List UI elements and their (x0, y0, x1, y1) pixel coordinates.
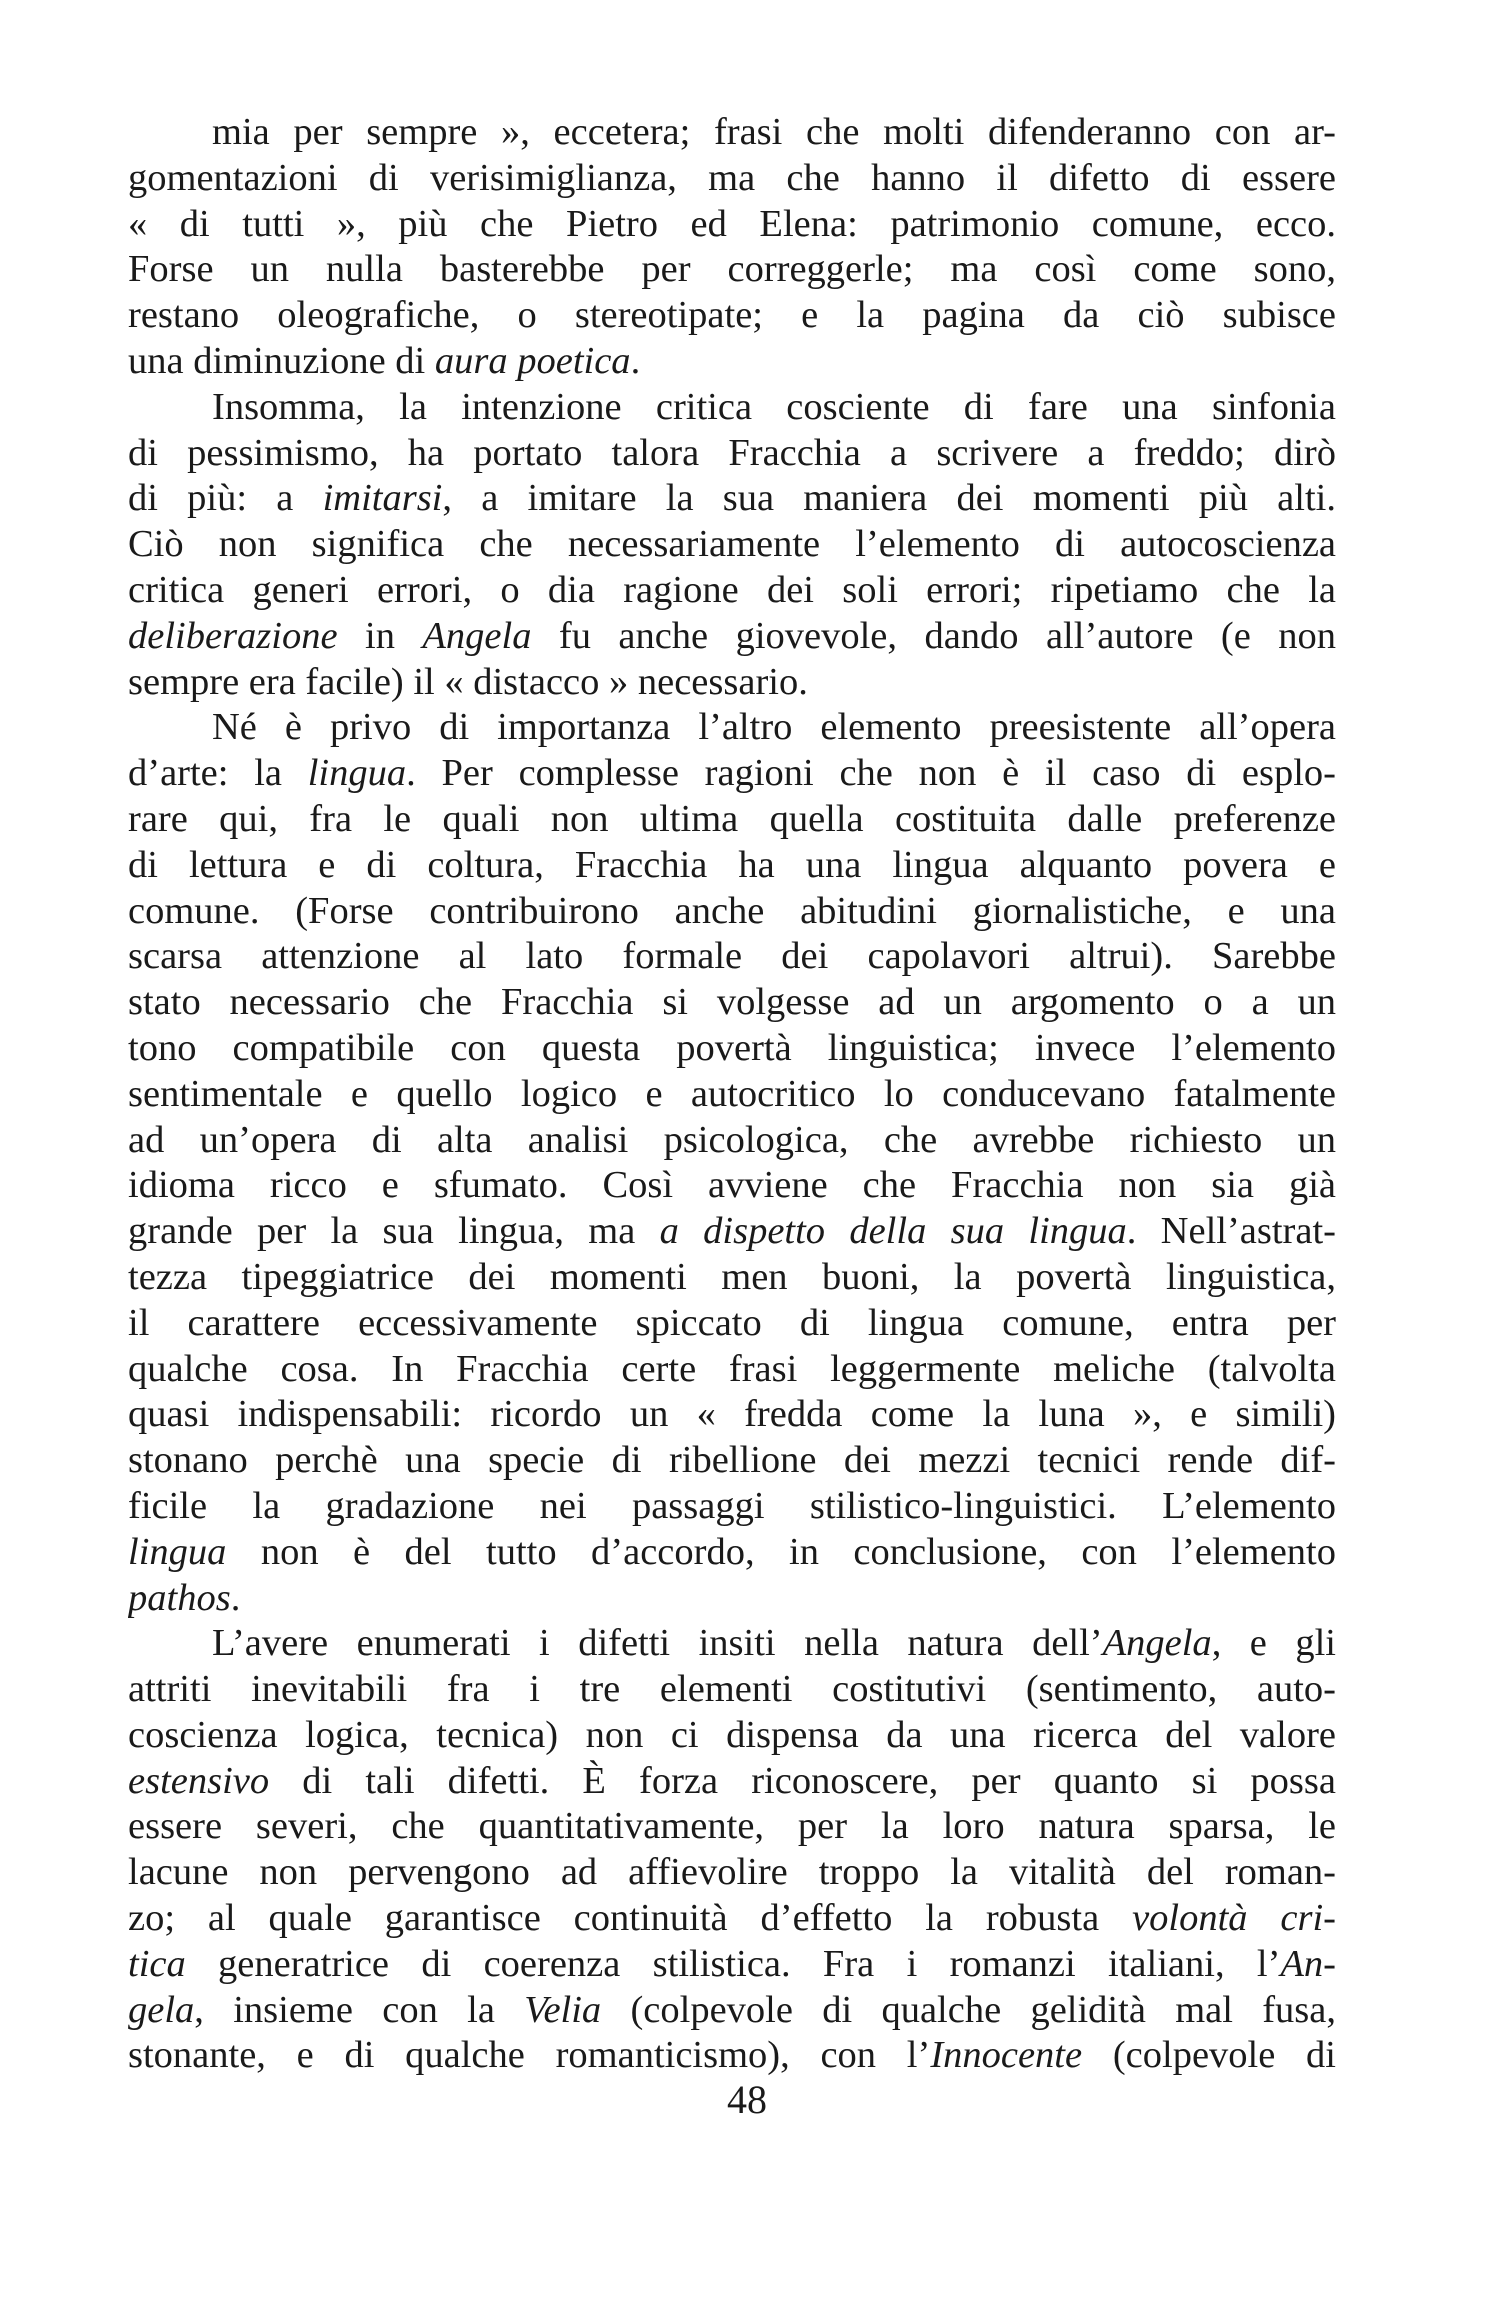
text-line (128, 843, 1336, 889)
text-run: non è del tutto d’accordo, in conclusione, con l’elemento (226, 1530, 1336, 1573)
text-run: . (230, 1576, 241, 1619)
text-line (128, 1392, 1336, 1438)
text-line (128, 293, 1336, 339)
text-run: (colpevole di (1082, 2034, 1336, 2077)
text-line (128, 705, 1336, 751)
text-run: una diminuzione di (128, 339, 435, 382)
paragraph (128, 1621, 1336, 2079)
text-line (128, 476, 1336, 522)
text-line (128, 156, 1336, 202)
italic-text: gela (128, 1988, 195, 2031)
text-line (128, 1072, 1336, 1118)
italic-text: pathos (128, 1576, 231, 1619)
text-line (128, 1484, 1336, 1530)
text-line (128, 934, 1336, 980)
text-run: di tali difetti. È forza riconoscere, per quanto si possa (269, 1759, 1336, 1802)
text-line (128, 1255, 1336, 1301)
text-line (128, 522, 1336, 568)
text-line (128, 1942, 1336, 1988)
text-run: stonano perchè una specie di ribellione dei mezzi tecnici rende dif- (128, 1439, 1336, 1482)
text-run: zo; al quale garantisce continuità d’effetto la robusta (128, 1897, 1133, 1940)
text-line (128, 1301, 1336, 1347)
text-run: Né è privo di importanza l’altro elemento preesistente all’opera (212, 706, 1336, 749)
text-line (128, 568, 1336, 614)
text-line (128, 247, 1336, 293)
paragraph (128, 110, 1336, 385)
text-run: essere severi, che quantitativamente, per la loro natura sparsa, le (128, 1805, 1336, 1848)
text-line (128, 1347, 1336, 1393)
italic-text: An- (1280, 1942, 1336, 1985)
italic-text: lingua (128, 1530, 227, 1573)
text-run: quasi indispensabili: ricordo un « fredda come la luna », e simili) (128, 1393, 1336, 1436)
text-run: , e gli (1211, 1622, 1336, 1665)
text-run: sentimentale e quello logico e autocritico lo conducevano fatalmente (128, 1072, 1336, 1115)
text-line (128, 1163, 1336, 1209)
text-run: d’arte: la (128, 752, 308, 795)
text-line (128, 385, 1336, 431)
text-line (128, 1576, 1336, 1622)
text-run: scarsa attenzione al lato formale dei capolavori altrui). Sarebbe (128, 935, 1336, 978)
italic-text: aura poetica (434, 339, 631, 382)
text-run: ad un’opera di alta analisi psicologica, che avrebbe richiesto un (128, 1118, 1336, 1161)
text-run: stonante, e di qualche romanticismo), con l’ (128, 2034, 931, 2077)
italic-text: volontà cri- (1132, 1897, 1336, 1940)
text-line (128, 1438, 1336, 1484)
text-run: generatrice di coerenza stilistica. Fra i romanzi italiani, l’ (185, 1942, 1281, 1985)
text-run: coscienza logica, tecnica) non ci dispensa da una ricerca del valore (128, 1713, 1336, 1756)
text-line (128, 1896, 1336, 1942)
text-line (128, 1804, 1336, 1850)
text-run: in (337, 614, 423, 657)
text-run: comune. (Forse contribuirono anche abitudini giornalistiche, e una (128, 889, 1336, 932)
text-line (128, 431, 1336, 477)
text-run: il carattere eccessivamente spiccato di lingua comune, entra per (128, 1301, 1336, 1344)
italic-text: Velia (524, 1988, 602, 2031)
text-line (128, 1759, 1336, 1805)
text-run: lacune non pervengono ad affievolire troppo la vitalità del roman- (128, 1851, 1336, 1894)
text-run: ficile la gradazione nei passaggi stilistico-linguistici. L’elemento (128, 1484, 1336, 1527)
text-line (128, 1209, 1336, 1255)
italic-text: Angela (1102, 1622, 1212, 1665)
paragraph (128, 705, 1336, 1621)
text-line (128, 1667, 1336, 1713)
text-run: L’avere enumerati i difetti insiti nella natura dell’ (212, 1622, 1103, 1665)
text-run: , a imitare la sua maniera dei momenti più alti. (442, 477, 1336, 520)
text-run: qualche cosa. In Fracchia certe frasi leggermente meliche (talvolta (128, 1347, 1336, 1390)
text-run: di più: a (128, 477, 323, 520)
text-line (128, 614, 1336, 660)
text-line (128, 1713, 1336, 1759)
text-run: fu anche giovevole, dando all’autore (e non (531, 614, 1336, 657)
text-run: tono compatibile con questa povertà linguistica; invece l’elemento (128, 1026, 1336, 1069)
text-line (128, 339, 1336, 385)
italic-text: deliberazione (128, 614, 338, 657)
text-run: di pessimismo, ha portato talora Fracchia a scrivere a freddo; dirò (128, 431, 1336, 474)
text-line (128, 110, 1336, 156)
text-run: gomentazioni di verisimiglianza, ma che hanno il difetto di essere (128, 156, 1336, 199)
text-run: rare qui, fra le quali non ultima quella costituita dalle preferenze (128, 797, 1336, 840)
text-line (128, 660, 1336, 706)
text-run: Forse un nulla basterebbe per correggerle; ma così come sono, (128, 248, 1336, 291)
text-run: (colpevole di qualche gelidità mal fusa, (601, 1988, 1336, 2031)
text-run: Ciò non significa che necessariamente l’elemento di autocoscienza (128, 523, 1336, 566)
text-run: Insomma, la intenzione critica cosciente di fare una sinfonia (212, 385, 1336, 428)
page-number: 48 (727, 2077, 767, 2122)
italic-text: imitarsi (322, 477, 443, 520)
text-run: . Nell’astrat- (1126, 1210, 1336, 1253)
text-run: restano oleografiche, o stereotipate; e la pagina da ciò subisce (128, 294, 1336, 337)
text-line (128, 2033, 1336, 2079)
text-run: idioma ricco e sfumato. Così avviene che Fracchia non sia già (128, 1164, 1336, 1207)
text-line (128, 980, 1336, 1026)
text-run: sempre era facile) il « distacco » necessario. (128, 660, 808, 703)
text-run: di lettura e di coltura, Fracchia ha una lingua alquanto povera e (128, 843, 1336, 886)
text-line (128, 202, 1336, 248)
italic-text: a dispetto della sua lingua (659, 1210, 1127, 1253)
text-line (128, 1988, 1336, 2034)
text-line (128, 1530, 1336, 1576)
text-run: , insieme con la (194, 1988, 525, 2031)
text-line (128, 1026, 1336, 1072)
italic-text: Angela (422, 614, 532, 657)
text-line (128, 1850, 1336, 1896)
italic-text: tica (128, 1942, 186, 1985)
text-run: grande per la sua lingua, ma (128, 1210, 660, 1253)
text-line (128, 797, 1336, 843)
text-run: . (630, 339, 641, 382)
italic-text: Innocente (930, 2034, 1083, 2077)
text-line (128, 751, 1336, 797)
text-run: tezza tipeggiatrice dei momenti men buoni, la povertà linguistica, (128, 1255, 1336, 1298)
page-body (128, 110, 1336, 2079)
text-run: stato necessario che Fracchia si volgesse ad un argomento o a un (128, 981, 1336, 1024)
text-run: « di tutti », più che Pietro ed Elena: patrimonio comune, ecco. (128, 202, 1336, 245)
text-line (128, 1118, 1336, 1164)
text-run: attriti inevitabili fra i tre elementi costitutivi (sentimento, auto- (128, 1668, 1336, 1711)
text-line (128, 889, 1336, 935)
text-line (128, 1621, 1336, 1667)
text-run: mia per sempre », eccetera; frasi che molti difenderanno con ar- (212, 111, 1336, 153)
text-run: . Per complesse ragioni che non è il caso di esplo- (406, 752, 1336, 795)
paragraph (128, 385, 1336, 706)
italic-text: estensivo (128, 1759, 270, 1802)
italic-text: lingua (307, 752, 407, 795)
text-run: critica generi errori, o dia ragione dei soli errori; ripetiamo che la (128, 568, 1336, 611)
